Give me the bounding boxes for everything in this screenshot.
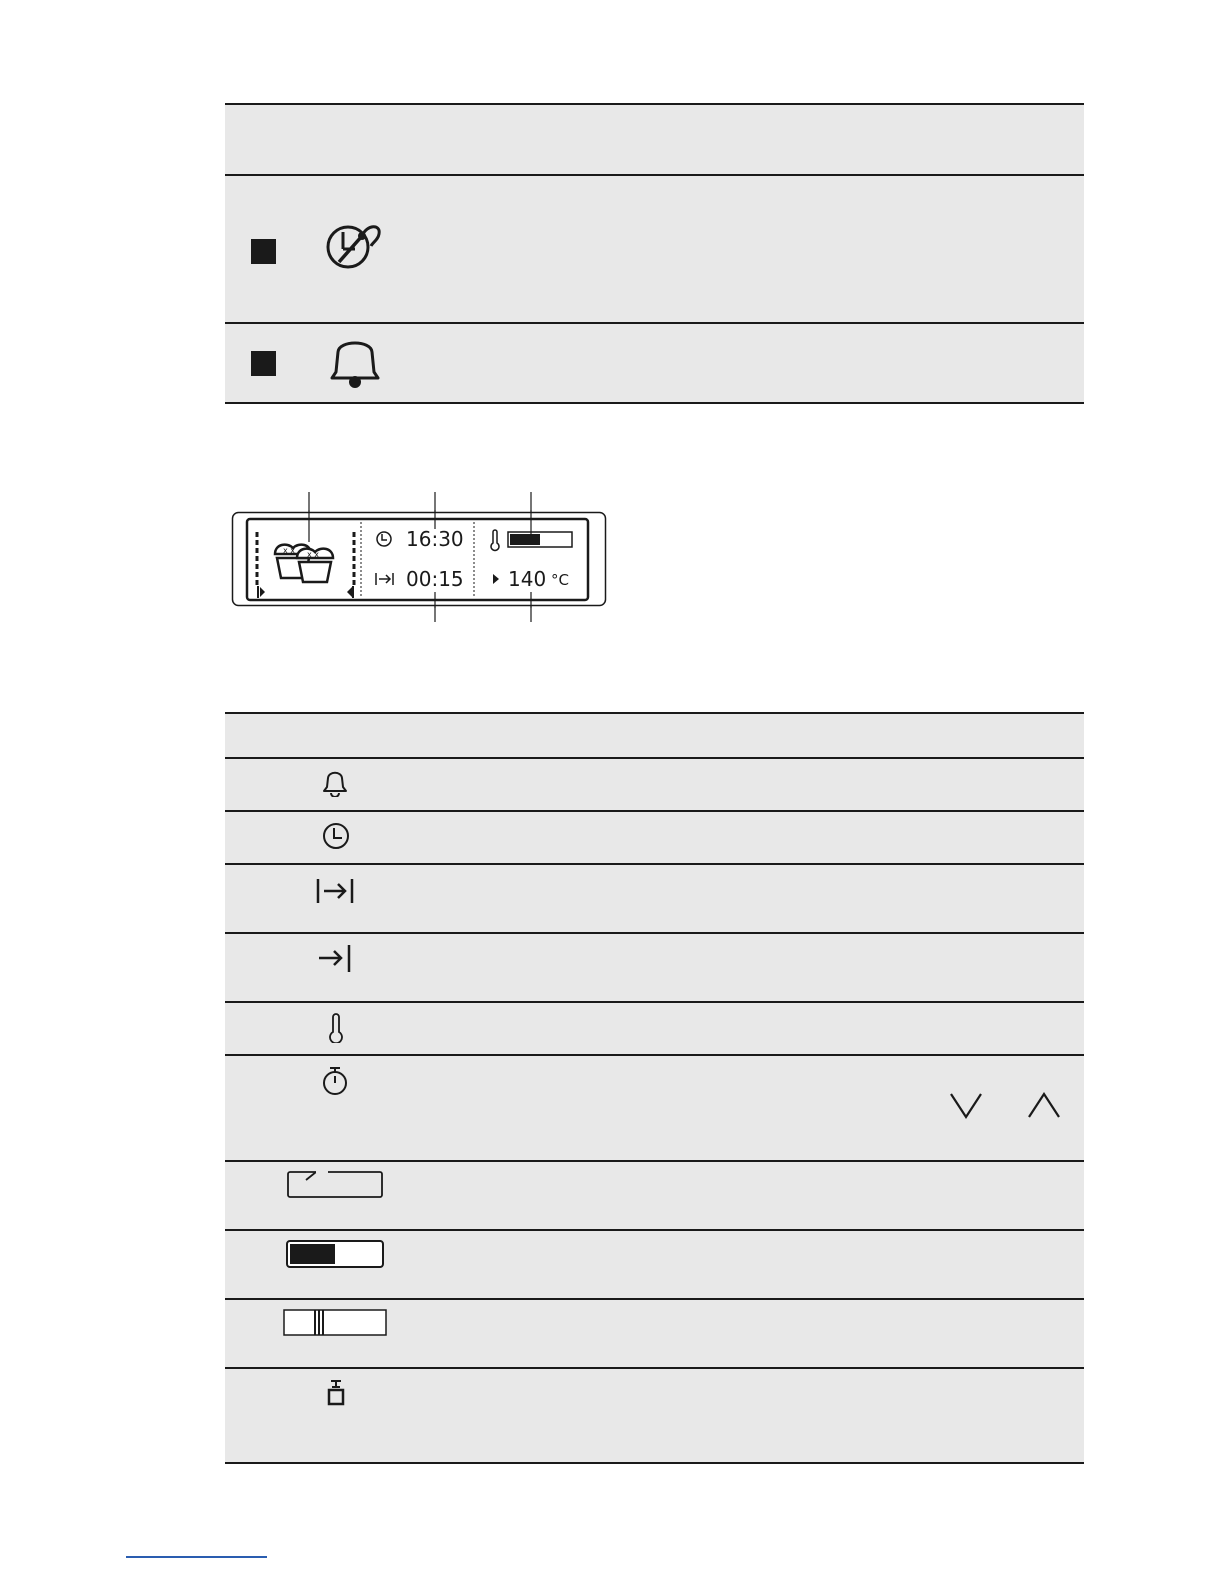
bell-icon	[322, 769, 348, 797]
table-row-heat-up-level	[225, 1229, 1084, 1298]
svg-text:x x: x x	[283, 546, 296, 555]
table-row-end	[225, 932, 1084, 1001]
display-symbols-table	[225, 712, 1084, 1464]
table-row-timer	[225, 1054, 1084, 1160]
chevron-up-icon[interactable]	[1027, 1092, 1061, 1120]
display-duration: 00:15	[406, 567, 464, 591]
heat-up-bar-icon	[286, 1170, 384, 1200]
table-row-duration	[225, 863, 1084, 932]
display-temperature: 140	[508, 567, 547, 591]
table-row-residual-heat	[225, 1298, 1084, 1367]
table-row-time-of-day	[225, 810, 1084, 863]
table-row-heat-up-indicator	[225, 1160, 1084, 1229]
display-time: 16:30	[406, 527, 464, 551]
table-row-water-tank	[225, 1367, 1084, 1462]
water-tank-icon	[326, 1379, 346, 1407]
table-row-temperature	[225, 1001, 1084, 1054]
end-icon	[317, 944, 353, 974]
display-temperature-unit: °C	[551, 571, 569, 589]
footer-link-underline	[126, 1556, 267, 1558]
svg-text:x x: x x	[307, 550, 320, 559]
heat-level-bar-icon	[285, 1239, 385, 1271]
table-row-minute-minder	[225, 757, 1084, 810]
residual-heat-bar-icon	[282, 1308, 388, 1338]
chevron-down-icon[interactable]	[949, 1092, 983, 1120]
thermometer-icon	[328, 1013, 344, 1043]
duration-icon	[315, 877, 355, 905]
table-header-row	[225, 712, 1084, 757]
stopwatch-icon	[321, 1066, 349, 1096]
clock-icon	[322, 822, 350, 850]
